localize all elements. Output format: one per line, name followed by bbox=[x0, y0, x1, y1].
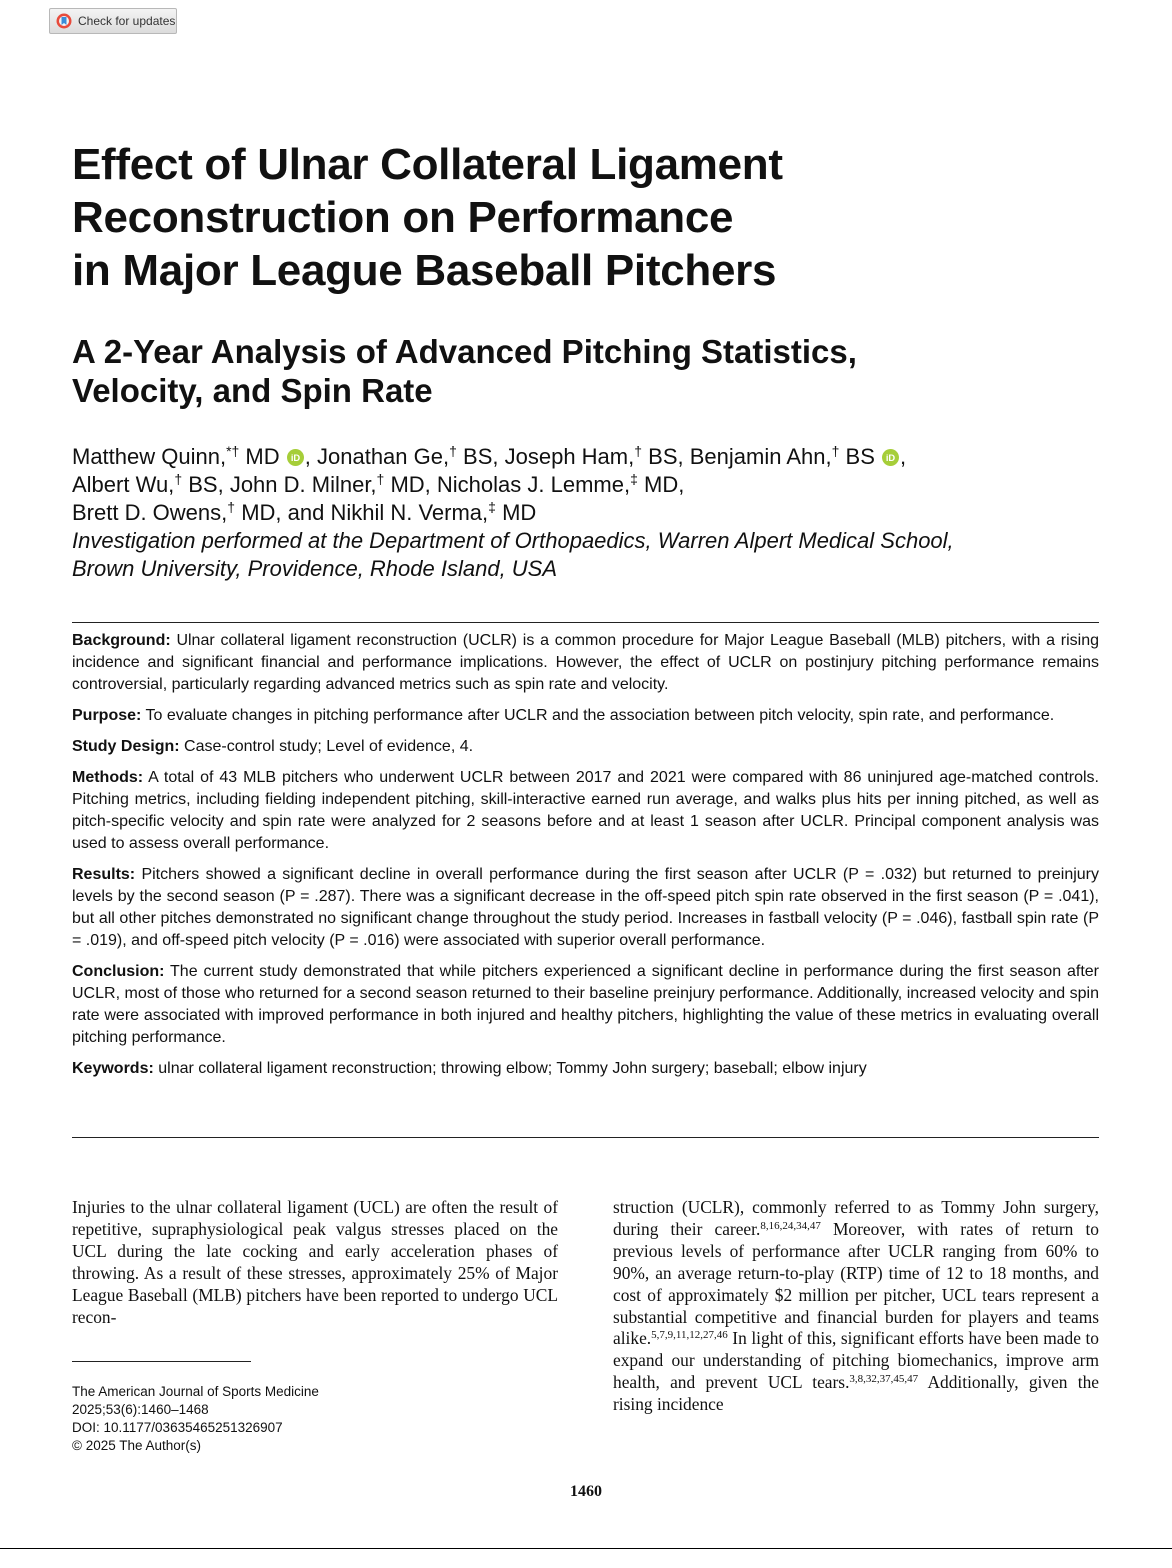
author-name: Jonathan Ge, bbox=[317, 444, 450, 469]
author-separator: , bbox=[304, 444, 317, 469]
journal-copyright: © 2025 The Author(s) bbox=[72, 1438, 202, 1453]
author-affiliation-mark: *† bbox=[226, 443, 240, 459]
footnote-rule bbox=[72, 1361, 251, 1362]
author bbox=[505, 444, 690, 469]
article-title bbox=[72, 138, 1072, 297]
abstract-section bbox=[72, 767, 1099, 855]
svg-text:iD: iD bbox=[885, 452, 896, 463]
citation-reference[interactable]: 5,7,9,11,12,27,46 bbox=[651, 1329, 728, 1342]
crossmark-icon bbox=[56, 13, 72, 29]
author-affiliation-mark: † bbox=[449, 443, 457, 459]
subtitle-line: A 2-Year Analysis of Advanced Pitching Statistics, bbox=[72, 333, 857, 370]
orcid-icon[interactable] bbox=[287, 449, 304, 466]
abstract-section-text: To evaluate changes in pitching performance after UCLR and the association between pitch velocity, spin rate, and performance. bbox=[141, 707, 1055, 724]
author-name: Nikhil N. Verma, bbox=[330, 500, 489, 525]
check-for-updates-button[interactable] bbox=[49, 8, 177, 34]
author-line bbox=[72, 471, 1112, 499]
body-text: Moreover, with rates of return to previous levels of performance after UCLR ranging from 60% to 90%, an average return-to-play (RTP) time of 12 to 18 months, and cost of approximately $2 million per pitcher, UCL tears represent a substantial competitive and financial burden for players and teams alike. bbox=[613, 1218, 1099, 1349]
abstract-section bbox=[72, 705, 1099, 727]
affiliation-line: Brown University, Providence, Rhode Island, USA bbox=[72, 556, 558, 581]
abstract-section-label: Study Design: bbox=[72, 738, 180, 755]
affiliation-line: Investigation performed at the Department of Orthopaedics, Warren Alpert Medical School, bbox=[72, 528, 954, 553]
author-degree: BS bbox=[182, 472, 218, 497]
body-text: In light of this, significant efforts have been made to expand our understanding of pitching biomechanics, improve arm health, and prevent UCL tears. bbox=[613, 1328, 1099, 1393]
author-degree: MD bbox=[384, 472, 425, 497]
author bbox=[230, 472, 437, 497]
article-subtitle bbox=[72, 332, 1072, 410]
author-affiliation-mark: † bbox=[831, 443, 840, 459]
author-affiliation-mark: † bbox=[174, 471, 183, 487]
author bbox=[317, 444, 505, 469]
author-separator: , bbox=[424, 472, 437, 497]
abstract-section-text: Case-control study; Level of evidence, 4. bbox=[179, 738, 474, 755]
body-text: struction (UCLR), commonly referred to as Tommy John surgery, during their career. bbox=[613, 1197, 1099, 1239]
abstract-section-text: Pitchers showed a significant decline in overall performance during the first season after UCLR (P = .032) but returned to preinjury levels by the second season (P = .287). There was a significant decrease in the off-speed pitch spin rate observed in the first season (P = .041), but all other pitches demonstrated no significant change throughout the study period. Increases in fastball velocity (P = .046), fastball spin rate (P = .019), and off-speed pitch velocity (P = .016) were associated with superior overall performance. bbox=[72, 866, 1099, 949]
subtitle-line: Velocity, and Spin Rate bbox=[72, 372, 433, 409]
orcid-icon[interactable] bbox=[882, 449, 899, 466]
check-for-updates-label: Check for updates bbox=[78, 14, 176, 28]
title-line: Effect of Ulnar Collateral Ligament bbox=[72, 140, 783, 189]
author-separator: , bbox=[492, 444, 505, 469]
author-degree: BS bbox=[642, 444, 678, 469]
author bbox=[690, 444, 906, 469]
author-line bbox=[72, 499, 1112, 527]
author-name: Joseph Ham, bbox=[504, 444, 635, 469]
abstract-section bbox=[72, 630, 1099, 696]
abstract-section-label: Background: bbox=[72, 632, 171, 649]
author-affiliation-mark: † bbox=[227, 499, 236, 515]
author-separator: , and bbox=[275, 500, 331, 525]
abstract-section bbox=[72, 961, 1099, 1049]
author-line bbox=[72, 443, 1112, 471]
abstract-section-label: Methods: bbox=[72, 769, 144, 786]
abstract-section-text: Ulnar collateral ligament reconstruction (UCLR) is a common procedure for Major League Baseball (MLB) pitchers, with a rising incidence and significant financial and performance implications. However, the effect of UCLR on postinjury pitching performance remains controversial, particularly regarding advanced metrics such as spin rate and velocity. bbox=[72, 632, 1099, 693]
author-degree: MD bbox=[637, 472, 679, 497]
author-name: Albert Wu, bbox=[72, 472, 175, 497]
author-degree: BS bbox=[456, 444, 493, 469]
affiliation bbox=[72, 527, 1112, 583]
abstract-section bbox=[72, 736, 1099, 758]
author-degree: MD bbox=[235, 500, 276, 525]
body-left-column bbox=[72, 1197, 558, 1328]
author-degree: MD bbox=[495, 500, 537, 525]
page-number: 1460 bbox=[570, 1483, 602, 1500]
author-separator: , bbox=[677, 444, 690, 469]
body-paragraph: Injuries to the ulnar collateral ligament (UCL) are often the result of repetitive, supraphysiological peak valgus stresses placed on the UCL during the late cocking and early acceleration phases of throwing. As a result of these stresses, approximately 25% of Major League Baseball (MLB) pitchers have been reported to undergo UCL recon- bbox=[72, 1197, 558, 1327]
abstract-section bbox=[72, 1058, 1099, 1080]
author-name: Matthew Quinn, bbox=[72, 444, 227, 469]
author-degree: MD bbox=[239, 444, 286, 469]
author-name: John D. Milner, bbox=[229, 472, 377, 497]
journal-info bbox=[72, 1383, 319, 1455]
author-degree: BS bbox=[839, 444, 881, 469]
author-affiliation-mark: † bbox=[634, 443, 643, 459]
abstract-section-label: Purpose: bbox=[72, 707, 142, 724]
body-right-column bbox=[613, 1197, 1099, 1416]
abstract-section-label: Results: bbox=[72, 866, 136, 883]
author-separator: , bbox=[217, 472, 230, 497]
abstract-section-label: Keywords: bbox=[72, 1060, 154, 1077]
title-line: in Major League Baseball Pitchers bbox=[72, 246, 777, 295]
author-affiliation-mark: † bbox=[376, 471, 385, 487]
title-line: Reconstruction on Performance bbox=[72, 193, 734, 242]
body-text: Additionally, given the rising incidence bbox=[613, 1372, 1099, 1415]
abstract bbox=[72, 630, 1099, 1089]
author-separator: , bbox=[678, 472, 685, 497]
svg-text:iD: iD bbox=[290, 452, 300, 463]
abstract-section-text: A total of 43 MLB pitchers who underwent UCLR between 2017 and 2021 were compared with 86 uninjured age-matched controls. Pitching metrics, including fielding independent pitching, skill-interactive earned run average, and walks plus hits per inning pitched, as well as pitch-specific velocity and spin rate were analyzed for 2 seasons before and at least 1 season after UCLR. Principal component analysis was used to assess overall performance. bbox=[72, 769, 1099, 852]
author-affiliation-mark: ‡ bbox=[630, 471, 638, 487]
author-separator: , bbox=[899, 444, 907, 469]
abstract-section-text: ulnar collateral ligament reconstruction; throwing elbow; Tommy John surgery; baseball; elbow injury bbox=[153, 1060, 867, 1077]
page-bottom-rule bbox=[0, 1548, 1172, 1549]
abstract-bottom-rule bbox=[72, 1137, 1099, 1138]
author bbox=[330, 500, 536, 525]
author-name: Benjamin Ahn, bbox=[689, 444, 832, 469]
author-name: Brett D. Owens, bbox=[72, 500, 228, 525]
citation-reference[interactable]: 3,8,32,37,45,47 bbox=[849, 1373, 919, 1386]
author-affiliation-mark: ‡ bbox=[488, 499, 496, 515]
journal-doi: DOI: 10.1177/03635465251326907 bbox=[72, 1420, 283, 1435]
author bbox=[72, 444, 317, 469]
citation-reference[interactable]: 8,16,24,34,47 bbox=[760, 1219, 821, 1232]
abstract-section-text: The current study demonstrated that while pitchers experienced a significant decline in performance during the first season after UCLR, most of those who returned for a second season returned to their baseline preinjury performance. Additionally, increased velocity and spin rate were associated with improved performance in both injured and healthy pitchers, highlighting the value of these metrics in evaluating overall pitching performance. bbox=[72, 963, 1099, 1046]
abstract-section bbox=[72, 864, 1099, 952]
author-list bbox=[72, 443, 1112, 527]
author-name: Nicholas J. Lemme, bbox=[436, 472, 631, 497]
author bbox=[72, 472, 230, 497]
body-paragraph bbox=[613, 1197, 1099, 1416]
author bbox=[437, 472, 684, 497]
author bbox=[72, 500, 330, 525]
abstract-section-label: Conclusion: bbox=[72, 963, 165, 980]
journal-name: The American Journal of Sports Medicine bbox=[72, 1384, 319, 1399]
journal-citation: 2025;53(6):1460–1468 bbox=[72, 1402, 209, 1417]
abstract-top-rule bbox=[72, 622, 1099, 623]
